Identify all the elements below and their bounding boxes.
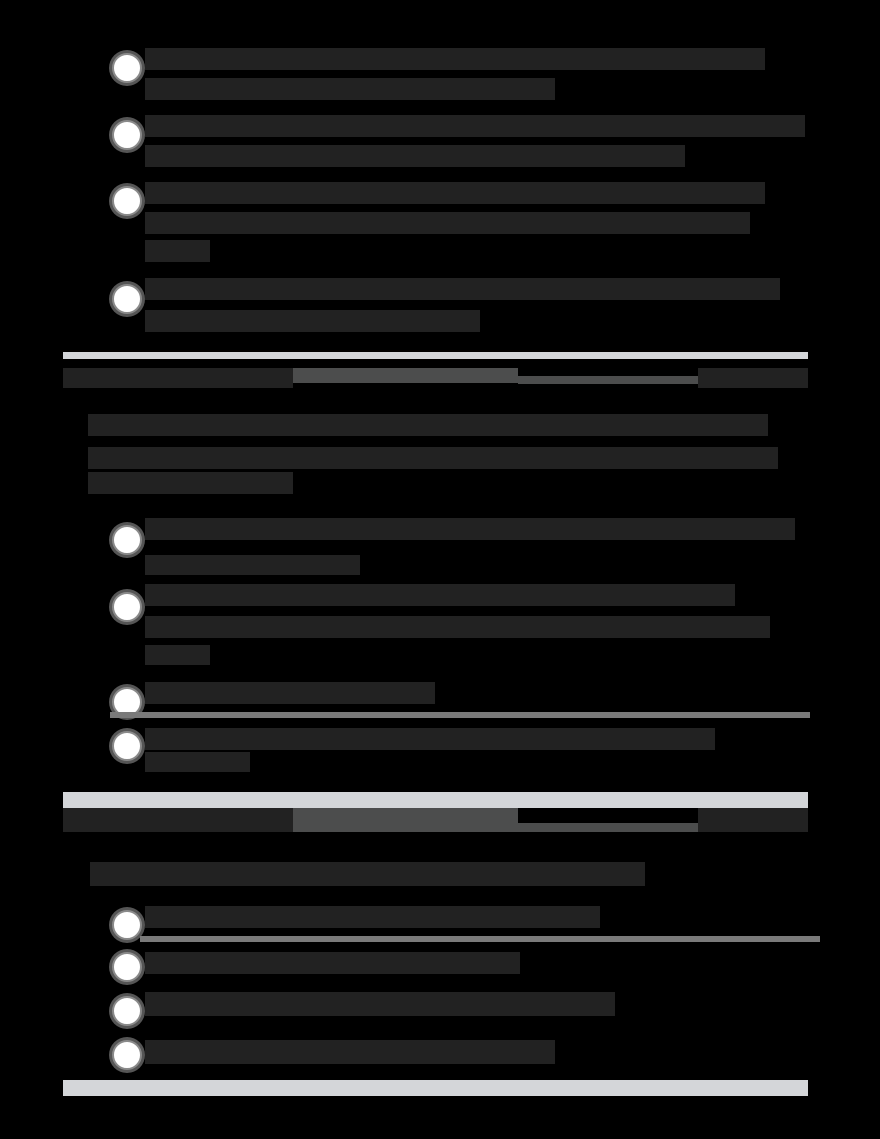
underline xyxy=(110,712,810,718)
section-title xyxy=(63,368,293,388)
section-divider xyxy=(63,1080,808,1096)
list-item xyxy=(145,728,715,750)
list-item xyxy=(145,906,600,928)
paragraph-line xyxy=(88,447,778,469)
section-subtitle-extension xyxy=(518,376,698,384)
bullet-icon xyxy=(112,996,142,1026)
section-date xyxy=(698,368,808,388)
paragraph-line xyxy=(88,414,768,436)
list-item-line xyxy=(145,616,770,638)
list-item-line xyxy=(145,555,360,575)
list-item xyxy=(145,518,795,540)
list-item xyxy=(145,48,765,70)
list-item xyxy=(145,182,765,204)
list-item xyxy=(145,992,615,1016)
bullet-icon xyxy=(112,592,142,622)
bullet-icon xyxy=(112,910,142,940)
list-item xyxy=(145,682,435,704)
section-title xyxy=(63,808,293,832)
bullet-icon xyxy=(112,53,142,83)
bullet-icon xyxy=(112,731,142,761)
list-item-line xyxy=(145,645,210,665)
paragraph-line xyxy=(88,472,293,494)
list-item-line xyxy=(145,310,480,332)
section-subtitle xyxy=(293,368,518,383)
bullet-icon xyxy=(112,186,142,216)
list-item xyxy=(145,1040,555,1064)
underline xyxy=(140,936,820,942)
section-subtitle-extension xyxy=(518,823,698,832)
bullet-icon xyxy=(112,952,142,982)
list-item xyxy=(145,584,735,606)
list-item-line xyxy=(145,752,250,772)
section-subtitle xyxy=(293,808,518,832)
bullet-icon xyxy=(112,120,142,150)
section-divider xyxy=(63,792,808,808)
paragraph-line xyxy=(90,862,645,886)
list-item-line xyxy=(145,240,210,262)
bullet-icon xyxy=(112,284,142,314)
list-item-line xyxy=(145,78,555,100)
list-item-line xyxy=(145,212,750,234)
list-item-line xyxy=(145,145,685,167)
list-item xyxy=(145,278,780,300)
section-divider xyxy=(63,352,808,359)
section-date xyxy=(698,808,808,832)
list-item xyxy=(145,115,805,137)
bullet-icon xyxy=(112,1040,142,1070)
list-item xyxy=(145,952,520,974)
bullet-icon xyxy=(112,525,142,555)
